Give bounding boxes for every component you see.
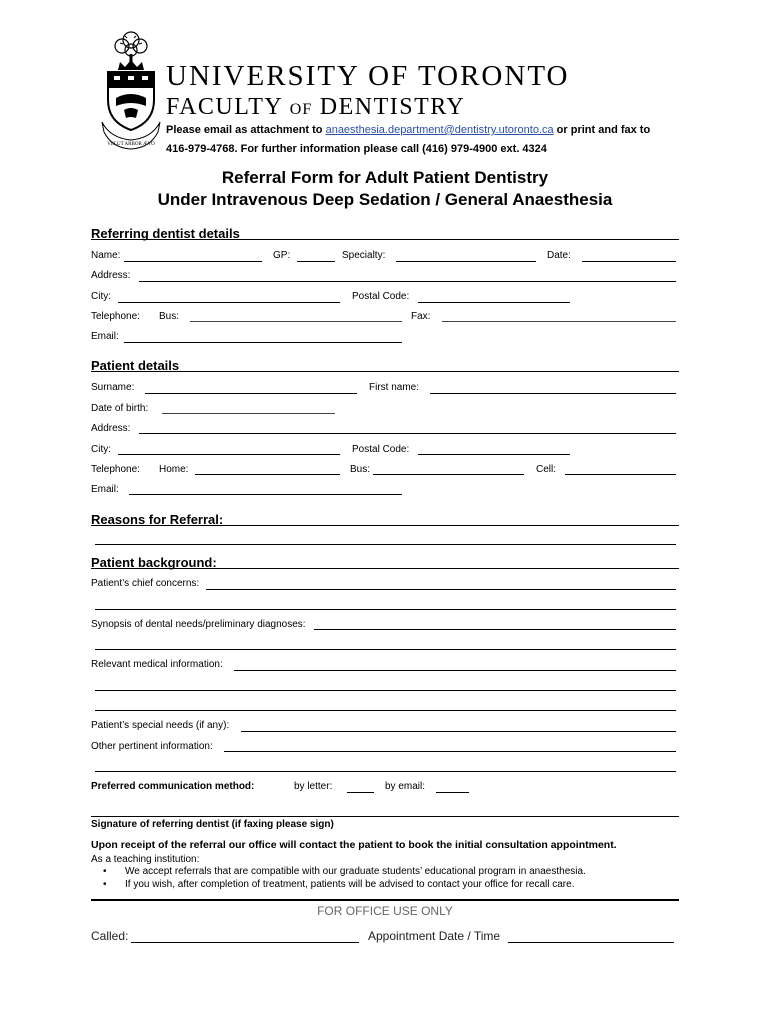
bullet-dot: • (103, 879, 107, 890)
label-date: Date: (547, 250, 571, 261)
submission-note-line2: 416-979-4768. For further information please call (416) 979-4900 ext. 4324 (166, 143, 547, 155)
section-patient-background: Patient background: (91, 555, 217, 570)
label-bus: Bus: (159, 311, 180, 322)
field-other-info-2[interactable] (95, 771, 676, 772)
section-referring-dentist: Referring dentist details (91, 226, 240, 241)
university-name: UNIVERSITY OF TORONTO (166, 60, 570, 92)
label-telephone: Telephone: (91, 311, 140, 322)
field-reasons-2[interactable] (95, 544, 676, 545)
teaching-note: As a teaching institution: (91, 854, 200, 865)
form-title-line2: Under Intravenous Deep Sedation / General Anaesthesia (157, 190, 613, 209)
signature-line[interactable] (91, 816, 679, 817)
field-first-name[interactable] (430, 393, 676, 394)
field-city[interactable] (118, 302, 340, 303)
label-by-email: by email: (385, 781, 426, 792)
field-email[interactable] (129, 494, 402, 495)
office-rule (91, 899, 679, 901)
label-address: Address: (91, 423, 131, 434)
field-bus[interactable] (190, 321, 402, 322)
label-special-needs: Patient’s special needs (if any): (91, 720, 230, 731)
label-synopsis: Synopsis of dental needs/preliminary diagnoses: (91, 619, 306, 630)
label-signature: Signature of referring dentist (if faxing please sign) (91, 819, 334, 830)
field-reasons-1[interactable] (91, 525, 679, 526)
field-medical-3[interactable] (95, 710, 676, 711)
label-by-letter: by letter: (294, 781, 333, 792)
svg-text:VELUT ARBOR ÆVO: VELUT ARBOR ÆVO (107, 142, 155, 147)
field-synopsis[interactable] (314, 629, 676, 630)
label-gp: GP: (273, 250, 291, 261)
email-link[interactable]: anaesthesia.department@dentistry.utoronto.ca (325, 124, 554, 136)
field-appointment[interactable] (508, 942, 674, 943)
label-telephone: Telephone: (91, 464, 140, 475)
faculty-name: FACULTY OF DENTISTRY (166, 94, 466, 120)
label-first-name: First name: (369, 382, 420, 393)
field-gp[interactable] (297, 261, 335, 262)
field-bus[interactable] (373, 474, 524, 475)
field-address[interactable] (139, 281, 676, 282)
section-rule (91, 239, 679, 240)
field-postal[interactable] (418, 302, 570, 303)
field-by-letter[interactable] (347, 792, 374, 793)
field-chief-concerns[interactable] (206, 589, 676, 590)
field-by-email[interactable] (436, 792, 469, 793)
label-specialty: Specialty: (342, 250, 386, 261)
office-use-title: FOR OFFICE USE ONLY (317, 904, 453, 918)
label-email: Email: (91, 331, 119, 342)
label-cell: Cell: (536, 464, 557, 475)
university-crest (100, 26, 162, 150)
tree-icon (115, 32, 147, 62)
field-cell[interactable] (565, 474, 676, 475)
field-dob[interactable] (162, 413, 335, 414)
field-email[interactable] (124, 342, 402, 343)
label-city: City: (91, 291, 111, 302)
field-medical[interactable] (234, 670, 676, 671)
label-postal: Postal Code: (352, 444, 410, 455)
field-date[interactable] (582, 261, 676, 262)
form-title-line1: Referral Form for Adult Patient Dentistry (221, 168, 549, 187)
section-rule (91, 371, 679, 372)
label-appointment: Appointment Date / Time (368, 929, 501, 943)
bullet-item-1: We accept referrals that are compatible with our graduate students’ educational program in anaesthesia. (125, 866, 586, 877)
label-dob: Date of birth: (91, 403, 149, 414)
label-medical: Relevant medical information: (91, 659, 223, 670)
bullet-item-2: If you wish, after completion of treatment, patients will be advised to contact your office for recall care. (125, 879, 575, 890)
field-home[interactable] (195, 474, 340, 475)
bullet-dot: • (103, 866, 107, 877)
field-called[interactable] (131, 942, 359, 943)
field-specialty[interactable] (396, 261, 536, 262)
label-home: Home: (159, 464, 189, 475)
label-city: City: (91, 444, 111, 455)
field-special-needs[interactable] (241, 731, 676, 732)
field-other-info[interactable] (224, 751, 676, 752)
field-surname[interactable] (145, 393, 357, 394)
label-bus: Bus: (350, 464, 371, 475)
section-patient-details: Patient details (91, 358, 180, 373)
label-fax: Fax: (411, 311, 431, 322)
field-synopsis-2[interactable] (95, 649, 676, 650)
label-called: Called: (91, 929, 129, 943)
receipt-note: Upon receipt of the referral our office will contact the patient to book the initial consultation appointment. (91, 839, 617, 851)
label-other-info: Other pertinent information: (91, 741, 213, 752)
label-name: Name: (91, 250, 121, 261)
label-chief-concerns: Patient’s chief concerns: (91, 578, 200, 589)
field-address[interactable] (139, 433, 676, 434)
label-surname: Surname: (91, 382, 135, 393)
field-name[interactable] (124, 261, 262, 262)
field-fax[interactable] (442, 321, 676, 322)
field-chief-concerns-2[interactable] (95, 609, 676, 610)
label-address: Address: (91, 270, 131, 281)
field-postal[interactable] (418, 454, 570, 455)
label-email: Email: (91, 484, 119, 495)
field-medical-2[interactable] (95, 690, 676, 691)
label-communication-method: Preferred communication method: (91, 781, 255, 792)
submission-note: Please email as attachment to anaesthesia.department@dentistry.utoronto.ca or print and fax to (166, 124, 651, 136)
field-city[interactable] (118, 454, 340, 455)
label-postal: Postal Code: (352, 291, 410, 302)
section-rule (91, 568, 679, 569)
section-reasons: Reasons for Referral: (91, 512, 224, 527)
